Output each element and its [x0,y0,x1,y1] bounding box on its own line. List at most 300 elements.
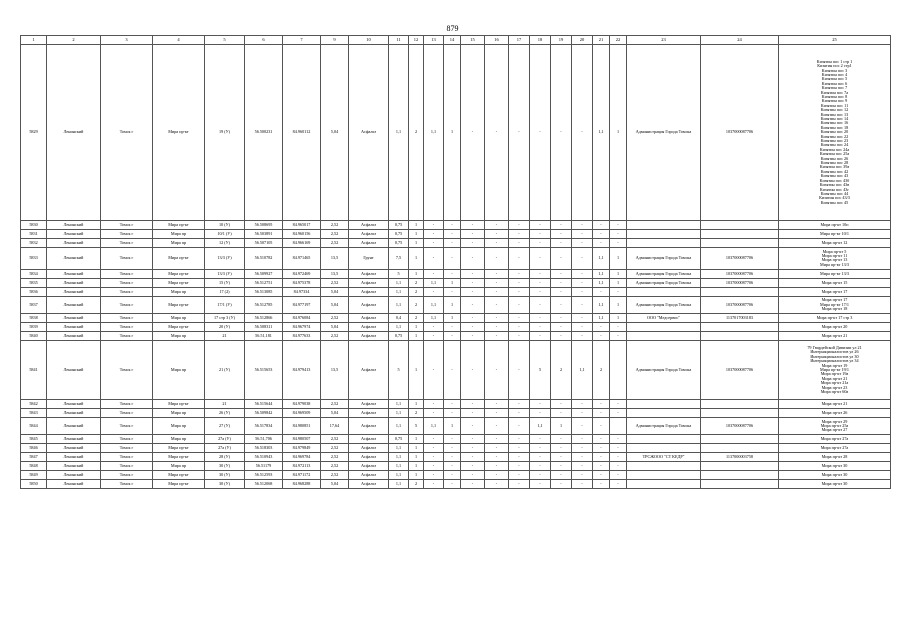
cell-surface: Грунт [349,247,389,269]
cell-owner: ООО "Медсервис" [627,313,701,322]
cell-addresses [779,331,891,340]
cell-addresses [779,220,891,229]
cell-width: 2,52 [321,400,349,409]
cell-street: Мира пр-кт [153,45,205,221]
address-line: Кизятин пос 42 [820,168,849,174]
cell-c22: - [610,238,627,247]
cell-house: 30 (У) [205,471,245,480]
cell-c14: - [444,444,461,453]
cell-c12: 1 [409,462,424,471]
cell-c19: - [551,279,572,288]
cell-c11: 1,1 [389,400,409,409]
cell-c16: - [485,435,509,444]
cell-lon: 84.980851 [283,418,321,435]
cell-c17: - [509,462,530,471]
cell-surface: Асфальт [349,288,389,297]
cell-addresses [779,279,891,288]
cell-c15: - [461,279,485,288]
table-row [21,322,891,331]
column-header: 23 [627,36,701,45]
cell-street: Мира пр [153,238,205,247]
cell-width: 5,04 [321,409,349,418]
table-body [21,45,891,489]
cell-house: 19 (У) [205,45,245,221]
cell-c20: - [572,229,593,238]
cell-district: Ленинский [47,247,101,269]
cell-c14: - [444,322,461,331]
table-row [21,229,891,238]
cell-c13: - [424,409,444,418]
cell-lon: 84.971172 [283,471,321,480]
cell-width: 5,04 [321,297,349,314]
address-line: Кизятин пос 7 [821,85,848,91]
cell-street: Мира пр-кт [153,297,205,314]
cell-lon: 84.977197 [283,297,321,314]
cell-c11: 1,1 [389,453,409,462]
address-line: Мира пр-кт 27а [820,444,849,450]
cell-lat: 56.508311 [245,322,283,331]
cell-c18: - [530,247,551,269]
cell-c12: 1 [409,471,424,480]
cell-c16: - [485,340,509,399]
cell-addresses [779,313,891,322]
cell-c16: - [485,279,509,288]
cell-c20: - [572,418,593,435]
cell-owner: Администрация Города Томска [627,340,701,399]
cell-c15: - [461,229,485,238]
cell-lon: 84.969784 [283,453,321,462]
cell-lat: 56.515644 [245,400,283,409]
cell-lat: 56.507105 [245,238,283,247]
cell-c11: 0,75 [389,229,409,238]
column-header: 2 [47,36,101,45]
cell-c17: - [509,297,530,314]
cell-c21: - [593,322,610,331]
cell-c19: - [551,400,572,409]
cell-c21: 2 [593,340,610,399]
cell-c20: - [572,270,593,279]
cell-addresses [779,288,891,297]
cell-c15: - [461,480,485,489]
cell-lon: 84.965017 [283,220,321,229]
cell-c19: - [551,435,572,444]
address-line: Мира пр-кт 30 [821,471,848,477]
cell-c11: 1,1 [389,279,409,288]
cell-c20: - [572,471,593,480]
cell-street: Мира пр [153,340,205,399]
cell-c21: - [593,418,610,435]
cell-c22: 1 [610,313,627,322]
cell-c20: - [572,435,593,444]
cell-lon: 84.980507 [283,435,321,444]
cell-c18: - [530,462,551,471]
cell-district: Ленинский [47,220,101,229]
cell-lon: 84.968288 [283,480,321,489]
cell-c20: - [572,238,593,247]
cell-city: Томск г [101,340,153,399]
cell-ogrn [701,462,779,471]
cell-city: Томск г [101,322,153,331]
address-line: Мира пр-кт 19/1 [820,366,849,372]
cell-no: 5842 [21,400,47,409]
address-line: Мира пр-кт 21а [820,380,849,386]
cell-surface: Асфальт [349,453,389,462]
cell-street: Мира пр [153,229,205,238]
cell-owner [627,435,701,444]
cell-district: Ленинский [47,279,101,288]
cell-c20: - [572,247,593,269]
address-line: Кизятин пос 8 [821,93,848,99]
page-number: 879 [446,24,459,33]
cell-c14: - [444,462,461,471]
table-row [21,480,891,489]
cell-c12: 1 [409,340,424,399]
address-line: Мира пр-кт 30 [821,480,848,486]
cell-city: Томск г [101,453,153,462]
cell-c16: - [485,331,509,340]
cell-street: Мира пр-кт [153,444,205,453]
cell-c16: - [485,480,509,489]
cell-city: Томск г [101,229,153,238]
table-row [21,435,891,444]
cell-c12: 1 [409,220,424,229]
cell-surface: Асфальт [349,400,389,409]
cell-street: Мира пр [153,288,205,297]
address-line: Кизятин пос 39а [819,164,850,170]
cell-c15: - [461,331,485,340]
cell-c21: - [593,400,610,409]
cell-lat: 56.513085 [245,288,283,297]
cell-width: 5,04 [321,322,349,331]
cell-district: Ленинский [47,45,101,221]
address-line: Кизятин пос 22 [820,133,849,139]
cell-district: Ленинский [47,462,101,471]
cell-c14: 1 [444,279,461,288]
cell-surface: Асфальт [349,435,389,444]
address-line: Кизятин пос 43/3 [819,195,850,201]
cell-c18: - [530,297,551,314]
address-line: Мира пр-кт 12 [821,239,848,245]
address-line: Мира пр-кт 30 [821,462,848,468]
cell-c21: - [593,331,610,340]
cell-lon: 84.979038 [283,400,321,409]
address-line: Кизятин пос 16 [820,120,849,126]
cell-house: 10/1 (У) [205,229,245,238]
cell-c20: - [572,453,593,462]
cell-ogrn [701,322,779,331]
cell-width: 2,52 [321,331,349,340]
cell-c12: 2 [409,279,424,288]
cell-c21: - [593,409,610,418]
cell-c12: 1 [409,229,424,238]
table-row [21,400,891,409]
cell-c22: - [610,400,627,409]
cell-city: Томск г [101,288,153,297]
cell-owner [627,331,701,340]
table-row [21,331,891,340]
cell-c15: - [461,247,485,269]
cell-surface: Асфальт [349,229,389,238]
cell-lon: 84.960156 [283,229,321,238]
cell-c22: - [610,435,627,444]
cell-no: 5837 [21,297,47,314]
cell-street: Мира пр-кт [153,270,205,279]
address-line: Кизятин пос 11 [820,102,849,108]
cell-lat: 56.508695 [245,220,283,229]
cell-lon: 84.969509 [283,409,321,418]
table-row [21,279,891,288]
cell-owner [627,229,701,238]
cell-width: 17,64 [321,418,349,435]
cell-c11: 1,1 [389,297,409,314]
cell-c15: - [461,288,485,297]
cell-c20: - [572,288,593,297]
cell-c14: - [444,471,461,480]
cell-ogrn [701,288,779,297]
cell-c19: - [551,313,572,322]
cell-c16: - [485,45,509,221]
address-line: Кизятин пос 43б [819,177,850,183]
address-line: Мира пр-кт 10п [820,221,849,227]
address-line: Мира пр-кт 20 [821,323,848,329]
cell-c14: - [444,238,461,247]
cell-c17: - [509,279,530,288]
cell-c11: 7,5 [389,247,409,269]
cell-c22: - [610,444,627,453]
cell-owner [627,288,701,297]
cell-c21: - [593,435,610,444]
cell-no: 5832 [21,238,47,247]
cell-lon: 84.966169 [283,238,321,247]
cell-c19: - [551,45,572,221]
cell-district: Ленинский [47,238,101,247]
column-header: 10 [349,36,389,45]
address-line: Мира пр-кт 18 [821,306,848,312]
cell-c20: - [572,220,593,229]
cell-house: 13/3 (У) [205,270,245,279]
cell-c12: 2 [409,480,424,489]
cell-lon: 84.967974 [283,322,321,331]
cell-c19: - [551,471,572,480]
cell-lon: 84.975378 [283,279,321,288]
cell-street: Мира пр-кт [153,480,205,489]
cell-c15: - [461,297,485,314]
cell-c13: 1,1 [424,279,444,288]
cell-c11: 0,75 [389,435,409,444]
cell-addresses [779,480,891,489]
cell-lat: 56.512068 [245,480,283,489]
cell-surface: Асфальт [349,220,389,229]
cell-c20: - [572,462,593,471]
cell-c12: 1 [409,444,424,453]
cell-width: 2,52 [321,238,349,247]
cell-owner [627,480,701,489]
cell-owner: ТРСЖООО "СТ КЕДР" [627,453,701,462]
address-line: Кизятин пос 26 [820,155,849,161]
cell-c17: - [509,409,530,418]
cell-house: 28 (У) [205,453,245,462]
cell-c13: - [424,288,444,297]
cell-no: 5829 [21,45,47,221]
cell-district: Ленинский [47,322,101,331]
cell-c18: - [530,331,551,340]
cell-c11: 0,4 [389,313,409,322]
cell-district: Ленинский [47,288,101,297]
cell-ogrn: 1137000003758 [701,453,779,462]
cell-c14: 1 [444,297,461,314]
address-line: Мира пр-кт 21 [821,401,848,407]
cell-house: 13/3 (У) [205,247,245,269]
cell-no: 5831 [21,229,47,238]
cell-c14: - [444,340,461,399]
cell-addresses [779,270,891,279]
cell-city: Томск г [101,418,153,435]
cell-c12: 5 [409,418,424,435]
cell-c19: - [551,453,572,462]
cell-street: Мира пр-кт [153,471,205,480]
cell-lon: 84.979849 [283,444,321,453]
column-header: 19 [551,36,572,45]
cell-c21: - [593,480,610,489]
cell-district: Ленинский [47,331,101,340]
cell-house: 27 (У) [205,418,245,435]
cell-surface: Асфальт [349,297,389,314]
cell-lat: 56.500231 [245,45,283,221]
cell-city: Томск г [101,247,153,269]
cell-ogrn: 1037000087706 [701,297,779,314]
cell-owner [627,238,701,247]
cell-width: 2,52 [321,462,349,471]
cell-lat: 56.510943 [245,453,283,462]
cell-c20: - [572,45,593,221]
cell-addresses [779,247,891,269]
cell-house: 21 (У) [205,340,245,399]
cell-surface: Асфальт [349,279,389,288]
cell-c20: - [572,297,593,314]
cell-c13: - [424,471,444,480]
cell-c18: - [530,471,551,480]
table-row [21,453,891,462]
cell-district: Ленинский [47,400,101,409]
table-row [21,297,891,314]
cell-house: 20 (У) [205,322,245,331]
cell-c13: - [424,220,444,229]
cell-house: 21 [205,331,245,340]
cell-c17: - [509,418,530,435]
address-line: Мира пр-кт 17 [821,288,848,294]
column-header: 1 [21,36,47,45]
cell-no: 5847 [21,453,47,462]
cell-no: 5835 [21,279,47,288]
cell-c18: - [530,220,551,229]
cell-c13: - [424,322,444,331]
cell-c15: - [461,313,485,322]
cell-lat: 56.512785 [245,297,283,314]
cell-c13: 1,1 [424,45,444,221]
cell-c22 [610,340,627,399]
cell-city: Томск г [101,313,153,322]
cell-c13: - [424,453,444,462]
cell-c19: - [551,220,572,229]
cell-c19: 2 [551,340,572,399]
address-line: Мира пр-кт 13 [821,257,848,263]
cell-c18: - [530,279,551,288]
cell-c22: - [610,229,627,238]
cell-c14: - [444,220,461,229]
table-row [21,340,891,399]
cell-c16: - [485,297,509,314]
cell-c12: 1 [409,453,424,462]
cell-c16: - [485,462,509,471]
cell-width: 2,52 [321,279,349,288]
address-line: Кизятин пос 7а [820,89,849,95]
cell-owner [627,471,701,480]
cell-c21: 1,1 [593,45,610,221]
cell-no: 5834 [21,270,47,279]
cell-district: Ленинский [47,229,101,238]
table-row [21,462,891,471]
cell-addresses [779,462,891,471]
address-line: Кизятин пос 28 [820,160,849,166]
cell-c12: 1 [409,331,424,340]
address-line: Кизятин пос 1 стр 1 [816,58,853,64]
cell-c12: 1 [409,270,424,279]
address-line: Мира пр-кт 17/1 [820,301,849,307]
cell-width: 2,52 [321,229,349,238]
cell-lat: 56.512866 [245,313,283,322]
cell-city: Томск г [101,45,153,221]
cell-lat: 56.51179 [245,462,283,471]
cell-city: Томск г [101,471,153,480]
cell-lat: 56.515653 [245,340,283,399]
cell-ogrn [701,220,779,229]
cell-c15: - [461,322,485,331]
cell-no: 5836 [21,288,47,297]
cell-house: 12 (У) [205,238,245,247]
cell-ogrn [701,435,779,444]
cell-c22: - [610,409,627,418]
cell-c21: - [593,453,610,462]
cell-c18: - [530,409,551,418]
cell-lat: 56.51,181 [245,331,283,340]
cell-c20: - [572,444,593,453]
cell-c16: - [485,471,509,480]
table-row [21,418,891,435]
address-line: Кизятин пос 18 [820,124,849,130]
cell-ogrn: 1037000087706 [701,247,779,269]
cell-ogrn: 1037000087706 [701,340,779,399]
cell-c13: 1,1 [424,297,444,314]
address-line: Кизятин пос 24 [820,142,849,148]
cell-c14: - [444,453,461,462]
cell-house: 30 (У) [205,462,245,471]
address-line: Мира пр-кт 26 [821,410,848,416]
cell-addresses [779,340,891,399]
address-line: Кизятин пос 44 [820,190,849,196]
cell-district: Ленинский [47,435,101,444]
cell-lon: 84.971465 [283,247,321,269]
column-header: 13 [424,36,444,45]
table-row [21,270,891,279]
cell-house: 27а (У) [205,435,245,444]
cell-city: Томск г [101,238,153,247]
registry-table [20,35,891,489]
cell-c16: - [485,220,509,229]
cell-c16: - [485,453,509,462]
cell-owner: Администрация Города Томска [627,247,701,269]
cell-owner: Администрация Города Томска [627,279,701,288]
cell-c21: - [593,444,610,453]
